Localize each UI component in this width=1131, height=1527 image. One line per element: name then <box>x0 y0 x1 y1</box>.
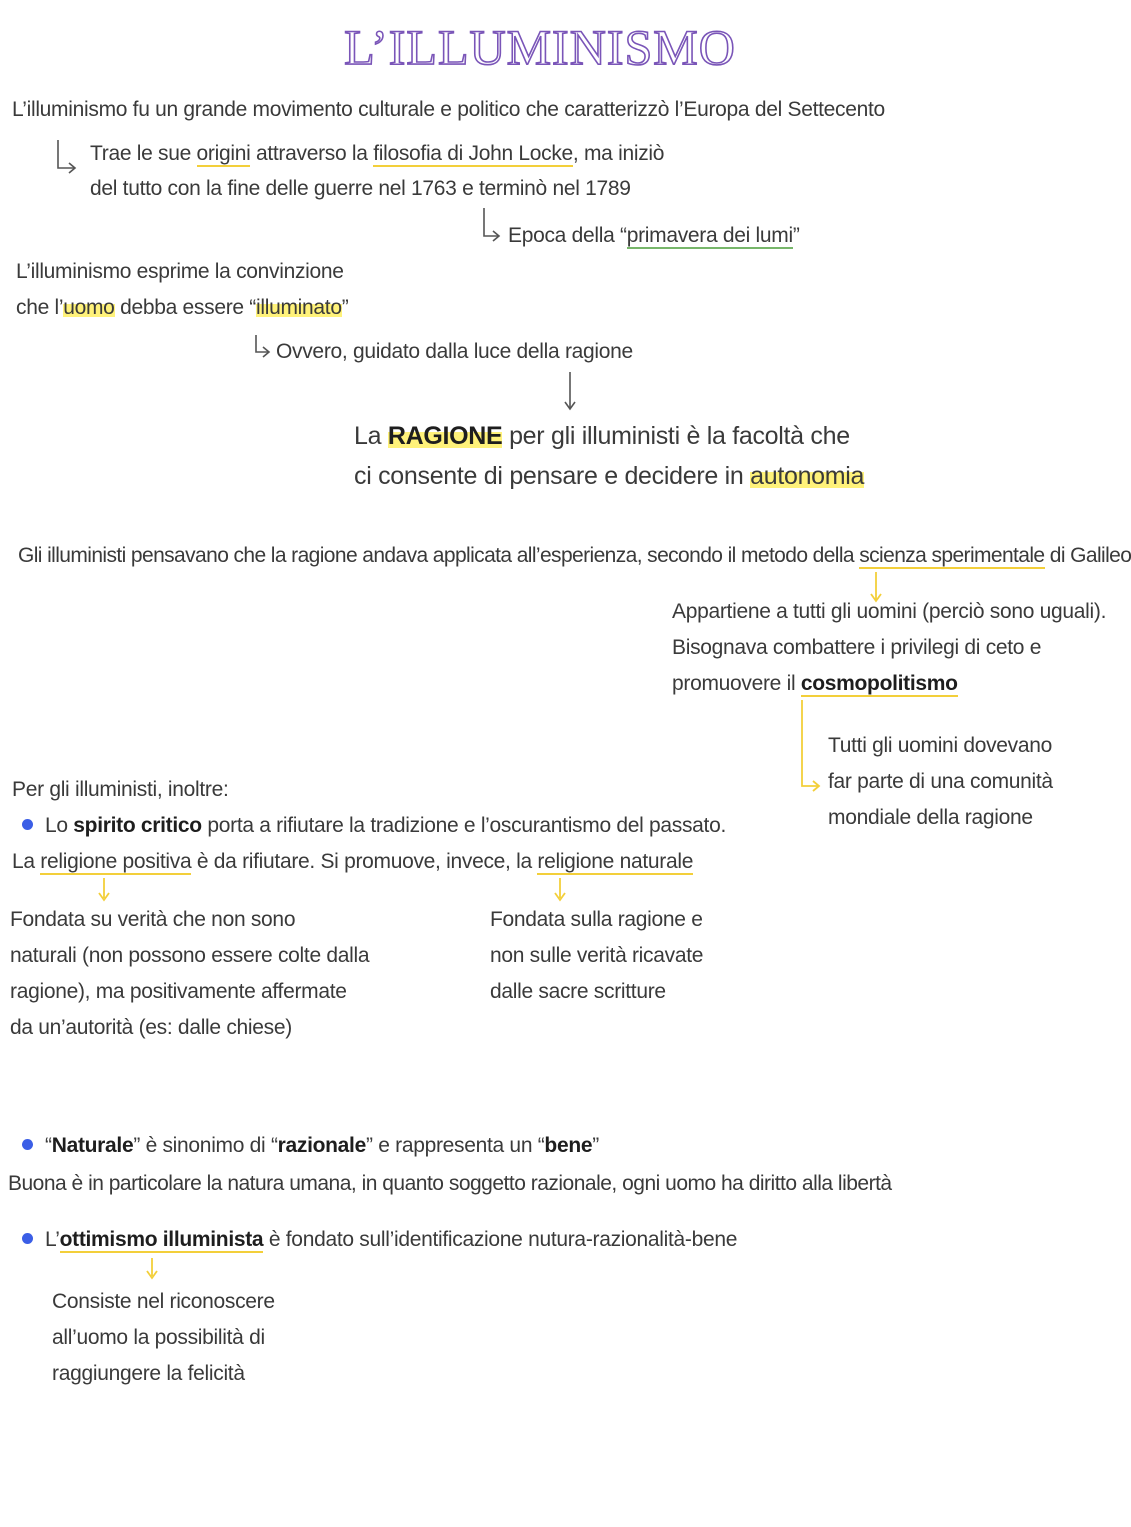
reason-pre: La <box>354 422 388 450</box>
natural-line-3: dalle sacre scritture <box>490 980 666 1003</box>
positive-line-2: naturali (non possono essere colte dalla <box>10 944 370 967</box>
nat-m2: ” e rappresenta un “ <box>365 1134 545 1157</box>
naturale-line-2: Buona è in particolare la natura umana, in quanto soggetto razionale, ogni uomo ha diritto alla libertà <box>8 1172 892 1195</box>
conv-illuminato: illuminato <box>256 296 342 319</box>
epoch-line <box>508 224 800 248</box>
yellow-arrow-cosmo <box>802 700 818 786</box>
yellow-arrowhead-naturale <box>555 893 565 900</box>
bullet-icon <box>22 819 33 830</box>
critic-pre: Lo <box>45 814 74 837</box>
conv-mid: debba essere “ <box>114 296 257 319</box>
community-line-3: mondiale della ragione <box>828 806 1033 829</box>
guided-line: Ovvero, guidato dalla luce della ragione <box>276 340 633 363</box>
naturale-line <box>22 1134 599 1158</box>
natural-line-1: Fondata sulla ragione e <box>490 908 703 931</box>
scienza-sperimentale: scienza sperimentale <box>859 544 1045 567</box>
exp-pre: Gli illuministi pensavano che la ragione andava applicata all’esperienza, secondo il metodo della <box>18 544 860 567</box>
bullet-icon <box>22 1139 33 1150</box>
origins-post: , ma iniziò <box>572 142 665 165</box>
nat-q2: ” <box>592 1134 599 1157</box>
arrowhead-epoch <box>493 231 499 241</box>
community-line-1: Tutti gli uomini dovevano <box>828 734 1053 757</box>
epoch-post: ” <box>792 224 800 247</box>
positive-line-4: da un’autorità (es: dalle chiese) <box>10 1016 292 1039</box>
exp-post: di Galileo <box>1044 544 1131 567</box>
arrowhead-guided <box>263 347 269 357</box>
optimism-detail-2: all’uomo la possibilità di <box>52 1326 265 1349</box>
origins-mid: attraverso la <box>250 142 374 165</box>
page-title: L’ILLUMINISMO <box>344 19 736 75</box>
reason-post: per gli illuministi è la facoltà che <box>502 422 850 450</box>
reason-word: RAGIONE <box>387 422 503 450</box>
moreover-intro: Per gli illuministi, inoltre: <box>12 778 229 801</box>
religion-pre: La <box>12 850 41 873</box>
nat-w1: Naturale <box>51 1134 134 1157</box>
yellow-arrowhead-positiva <box>99 893 109 900</box>
conv-post: ” <box>341 296 349 319</box>
critic-line <box>22 814 726 838</box>
opt-post: è fondato sull’identificazione nutura-razionalità-bene <box>263 1228 738 1251</box>
reason-line-2 <box>354 462 864 491</box>
autonomia: autonomia <box>750 462 865 490</box>
arrowhead-origins <box>69 163 75 173</box>
origins-word: origini <box>196 142 251 165</box>
origins-pre: Trae le sue <box>90 142 197 165</box>
nat-m1: ” è sinonimo di “ <box>133 1134 278 1157</box>
religione-naturale: religione naturale <box>537 850 694 873</box>
epoch-word: primavera dei lumi <box>626 224 793 247</box>
cosmopolitismo: cosmopolitismo <box>800 672 958 695</box>
corner-arrow-epoch <box>484 208 498 236</box>
belongs-pre: promuovere il <box>672 672 801 695</box>
critic-post: porta a rifiutare la tradizione e l’oscurantismo del passato. <box>201 814 727 837</box>
bullet-icon <box>22 1233 33 1244</box>
natural-line-2: non sulle verità ricavate <box>490 944 704 967</box>
conviction-line-1: L’illuminismo esprime la convinzione <box>16 260 344 283</box>
belongs-line-2: Bisognava combattere i privilegi di ceto e <box>672 636 1042 659</box>
origins-line <box>90 142 664 166</box>
conv-pre: che l’ <box>16 296 64 319</box>
down-arrowhead-reason <box>565 402 575 409</box>
critic-word: spirito critico <box>73 814 202 837</box>
religione-positiva: religione positiva <box>40 850 192 873</box>
belongs-line-1: Appartiene a tutti gli uomini (perciò sono uguali). <box>672 600 1107 623</box>
belongs-line-3 <box>672 672 958 696</box>
ottimismo-illuminista: ottimismo illuminista <box>59 1228 264 1251</box>
religion-line <box>12 850 693 874</box>
experience-line <box>18 544 1131 568</box>
yellow-arrowhead-ottimismo <box>147 1271 157 1278</box>
nat-w3: bene <box>544 1134 593 1157</box>
origins-line-2: del tutto con la fine delle guerre nel 1763 e terminò nel 1789 <box>90 177 631 200</box>
conviction-line-2 <box>16 296 348 320</box>
reason-line2-pre: ci consente di pensare e decidere in <box>354 462 751 490</box>
corner-arrow-guided <box>256 335 268 352</box>
religion-mid: è da rifiutare. Si promuove, invece, la <box>191 850 538 873</box>
positive-line-1: Fondata su verità che non sono <box>10 908 296 931</box>
community-line-2: far parte di una comunità <box>828 770 1053 793</box>
yellow-arrowhead-cosmo <box>813 781 819 791</box>
corner-arrow-origins <box>58 140 74 168</box>
optimism-detail-1: Consiste nel riconoscere <box>52 1290 275 1313</box>
nat-w2: razionale <box>277 1134 366 1157</box>
opt-pre: L’ <box>45 1228 60 1251</box>
intro-line: L’illuminismo fu un grande movimento culturale e politico che caratterizzò l’Europa del Settecento <box>12 98 885 121</box>
conv-uomo: uomo <box>63 296 115 319</box>
optimism-detail-3: raggiungere la felicità <box>52 1362 245 1385</box>
positive-line-3: ragione), ma positivamente affermate <box>10 980 347 1003</box>
optimism-line <box>22 1228 737 1252</box>
reason-line-1 <box>354 422 850 451</box>
locke-philosophy: filosofia di John Locke <box>373 142 573 165</box>
epoch-pre: Epoca della “ <box>508 224 627 247</box>
nat-q1: “ <box>45 1134 52 1157</box>
